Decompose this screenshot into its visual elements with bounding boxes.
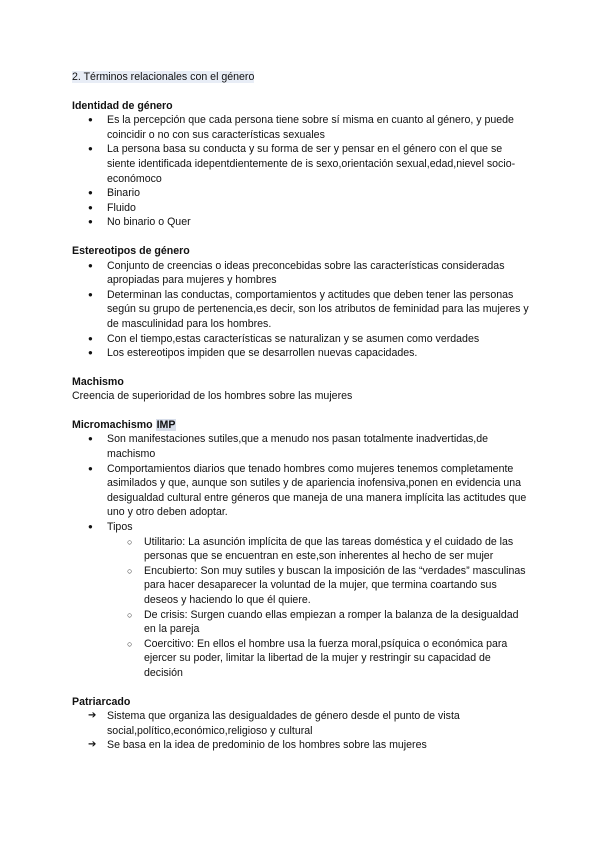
- sublist-item: ○ Encubierto: Son muy sutiles y buscan la imposición de las “verdades” masculinas para hacer desaparecer la voluntad de la mujer, que termina coartando sus deseos y haciendo lo que él quiere.: [72, 564, 532, 608]
- sublist-item: ○ Utilitario: La asunción implícita de que las tareas doméstica y el cuidado de las personas que se encuentran en este,son inherentes al hecho de ser mujer: [72, 535, 532, 564]
- estereotipos-list: [72, 259, 532, 361]
- list-item: ● Fluido: [72, 201, 532, 216]
- patriarcado-list: [72, 709, 532, 753]
- estereotipos-section: [72, 244, 532, 361]
- micromachismo-heading: [72, 418, 532, 433]
- patriarcado-section: [72, 695, 532, 753]
- list-item: ● Son manifestaciones sutiles,que a menudo nos pasan totalmente inadvertidas,de machismo: [72, 432, 532, 461]
- section-heading: 2. Términos relacionales con el género: [72, 71, 255, 83]
- estereotipos-title: Estereotipos de género: [72, 244, 190, 257]
- list-item: ● Comportamientos diarios que tenado hombres como mujeres tenemos completamente asimilados y que, aunque son sutiles y de apariencia inofensiva,ponen en evidencia una desigualdad cultural entre géneros que maneja de una manera implícita las actitudes que uno y otro deben adoptar.: [72, 462, 532, 520]
- tipos-list: [72, 535, 532, 681]
- list-item: ● Los estereotipos impiden que se desarrollen nuevas capacidades.: [72, 346, 532, 361]
- micromachismo-list: [72, 432, 532, 534]
- list-item: ● Binario: [72, 186, 532, 201]
- sublist-item: ○ Coercitivo: En ellos el hombre usa la fuerza moral,psíquica o económica para ejercer su poder, limitar la libertad de la mujer y restringir su capacidad de decisión: [72, 637, 532, 681]
- identidad-list: [72, 113, 532, 230]
- identidad-title: Identidad de género: [72, 99, 173, 112]
- list-item: ➔ Se basa en la idea de predominio de los hombres sobre las mujeres: [72, 738, 532, 753]
- tipos-label: Tipos: [107, 521, 133, 534]
- machismo-title: Machismo: [72, 375, 124, 388]
- tipos-item: [72, 520, 532, 535]
- list-item: ● La persona basa su conducta y su forma de ser y pensar en el género con el que se siente identificada idepentdientemente de is sexo,orientación sexual,edad,nievel socio-económoco: [72, 142, 532, 186]
- list-item: ● Es la percepción que cada persona tiene sobre sí misma en cuanto al género, y puede coincidir o no con sus características sexuales: [72, 113, 532, 142]
- document-page: [72, 70, 532, 767]
- list-item: ● No binario o Quer: [72, 215, 532, 230]
- patriarcado-title: Patriarcado: [72, 695, 131, 708]
- micromachismo-title: Micromachismo: [72, 418, 153, 431]
- micromachismo-section: [72, 418, 532, 681]
- machismo-text: Creencia de superioridad de los hombres sobre las mujeres: [72, 390, 353, 403]
- imp-tag: IMP: [156, 418, 176, 431]
- sublist-item: ○ De crisis: Surgen cuando ellas empiezan a romper la balanza de la desigualdad en la pareja: [72, 608, 532, 637]
- list-item: ➔ Sistema que organiza las desigualdades de género desde el punto de vista social,político,económico,religioso y cultural: [72, 709, 532, 738]
- list-item: ● Con el tiempo,estas características se naturalizan y se asumen como verdades: [72, 332, 532, 347]
- list-item: ● Conjunto de creencias o ideas preconcebidas sobre las características consideradas apropiadas para mujeres y hombres: [72, 259, 532, 288]
- identidad-section: [72, 99, 532, 230]
- machismo-section: [72, 375, 532, 404]
- list-item: ● Determinan las conductas, comportamientos y actitudes que deben tener las personas según su grupo de pertenencia,es decir, son los atributos de feminidad para las mujeres y de masculinidad para los hombres.: [72, 288, 532, 332]
